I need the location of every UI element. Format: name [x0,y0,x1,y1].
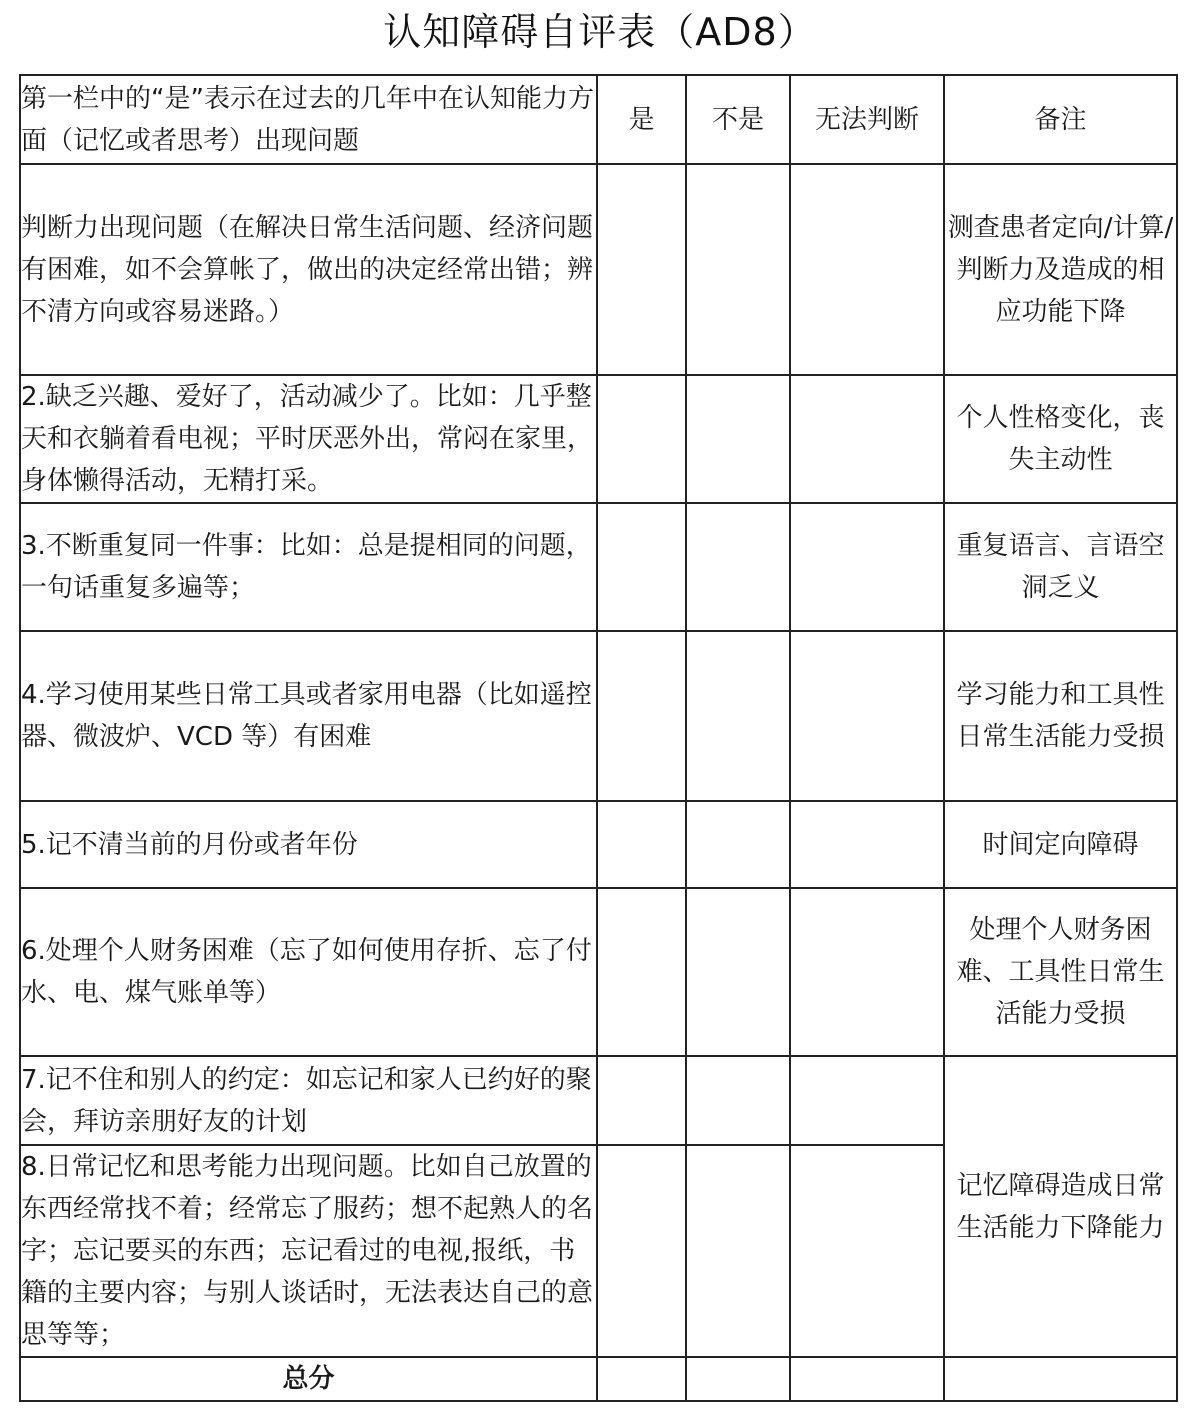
page-title: 认知障碍自评表（AD8） [383,10,817,54]
answer-no-5[interactable] [686,801,790,888]
answer-unsure-4[interactable] [790,631,944,801]
answer-yes-2[interactable] [597,375,686,503]
question-2: 2.缺乏兴趣、爱好了，活动减少了。比如：几乎整天和衣躺着看电视；平时厌恶外出，常闷在家里，身体懒得活动，无精打采。 [20,375,597,503]
note-7-8: 记忆障碍造成日常生活能力下降能力 [944,1056,1177,1357]
answer-yes-8[interactable] [597,1145,686,1357]
total-label: 总分 [20,1357,597,1401]
answer-unsure-7[interactable] [790,1056,944,1145]
answer-yes-7[interactable] [597,1056,686,1145]
question-1: 判断力出现问题（在解决日常生活问题、经济问题有困难，如不会算帐了，做出的决定经常出错；辨不清方向或容易迷路。） [20,164,597,375]
table-row [20,801,1177,888]
table-row [20,375,1177,503]
answer-unsure-2[interactable] [790,375,944,503]
table-row [20,503,1177,631]
table-row [20,164,1177,375]
total-no[interactable] [686,1357,790,1401]
total-note[interactable] [944,1357,1177,1401]
total-unsure[interactable] [790,1357,944,1401]
total-yes[interactable] [597,1357,686,1401]
question-4: 4.学习使用某些日常工具或者家用电器（比如遥控器、微波炉、VCD 等）有困难 [20,631,597,801]
note-6: 处理个人财务困难、工具性日常生活能力受损 [944,888,1177,1056]
answer-unsure-8[interactable] [790,1145,944,1357]
answer-no-6[interactable] [686,888,790,1056]
note-3: 重复语言、言语空洞乏义 [944,503,1177,631]
answer-unsure-3[interactable] [790,503,944,631]
header-row [20,75,1177,164]
answer-unsure-5[interactable] [790,801,944,888]
answer-no-3[interactable] [686,503,790,631]
note-5: 时间定向障碍 [944,801,1177,888]
answer-yes-6[interactable] [597,888,686,1056]
header-unsure: 无法判断 [790,75,944,164]
answer-no-1[interactable] [686,164,790,375]
question-7: 7.记不住和别人的约定：如忘记和家人已约好的聚会，拜访亲朋好友的计划 [20,1056,597,1145]
question-5: 5.记不清当前的月份或者年份 [20,801,597,888]
answer-yes-1[interactable] [597,164,686,375]
header-yes: 是 [597,75,686,164]
answer-unsure-6[interactable] [790,888,944,1056]
answer-unsure-1[interactable] [790,164,944,375]
answer-yes-5[interactable] [597,801,686,888]
question-3: 3.不断重复同一件事：比如：总是提相同的问题，一句话重复多遍等； [20,503,597,631]
answer-yes-3[interactable] [597,503,686,631]
table-row [20,888,1177,1056]
answer-no-2[interactable] [686,375,790,503]
header-notes: 备注 [944,75,1177,164]
answer-yes-4[interactable] [597,631,686,801]
answer-no-8[interactable] [686,1145,790,1357]
note-1: 测查患者定向/计算/判断力及造成的相应功能下降 [944,164,1177,375]
table-row [20,631,1177,801]
table-row [20,1056,1177,1145]
question-8: 8.日常记忆和思考能力出现问题。比如自己放置的东西经常找不着；经常忘了服药；想不起熟人的名字；忘记要买的东西；忘记看过的电视,报纸，书籍的主要内容；与别人谈话时，无法表达自己的意思等等； [20,1145,597,1357]
note-2: 个人性格变化，丧失主动性 [944,375,1177,503]
total-row [20,1357,1177,1401]
note-4: 学习能力和工具性日常生活能力受损 [944,631,1177,801]
header-no: 不是 [686,75,790,164]
answer-no-4[interactable] [686,631,790,801]
question-6: 6.处理个人财务困难（忘了如何使用存折、忘了付水、电、煤气账单等） [20,888,597,1056]
ad8-table [19,74,1178,1402]
answer-no-7[interactable] [686,1056,790,1145]
header-question: 第一栏中的“是”表示在过去的几年中在认知能力方面（记忆或者思考）出现问题 [20,75,597,164]
